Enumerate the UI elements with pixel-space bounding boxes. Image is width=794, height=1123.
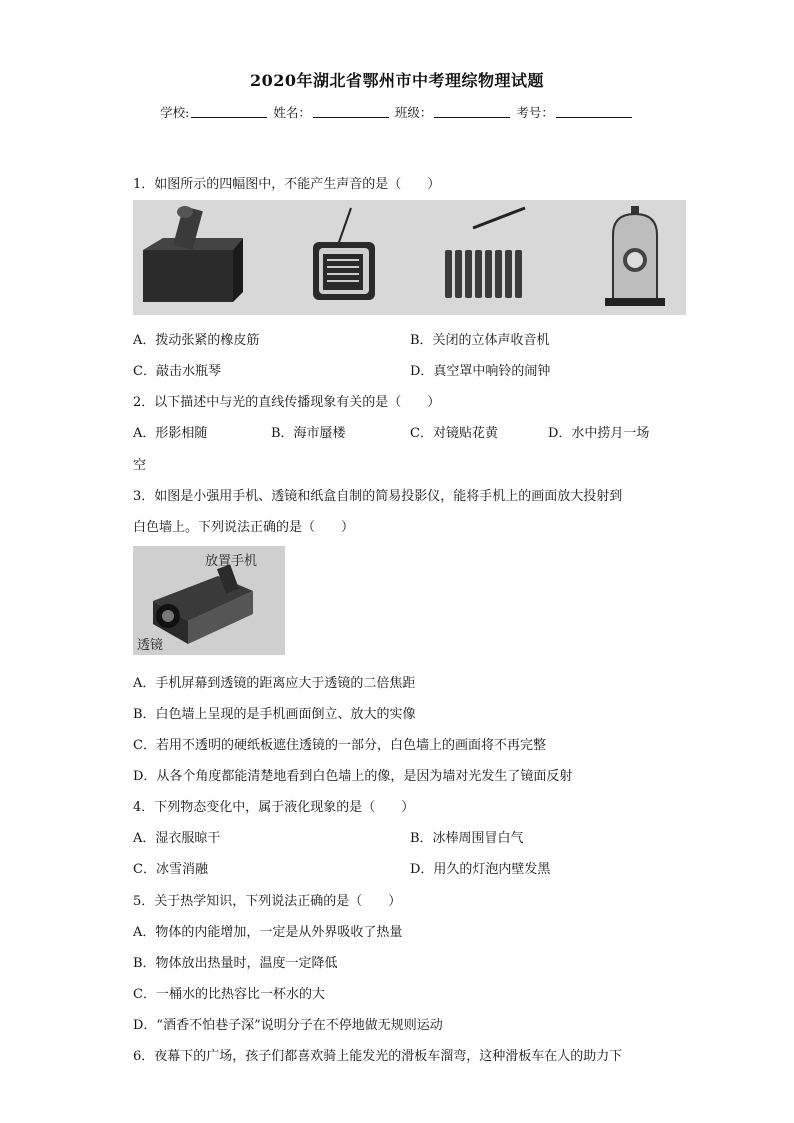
q6-stem: 6．夜幕下的广场，孩子们都喜欢骑上能发光的滑板车溜弯，这种滑板车在人的助力下	[133, 1049, 623, 1064]
class-blank	[434, 105, 510, 118]
q3-option-b: B．白色墙上呈现的是手机画面倒立、放大的实像	[133, 707, 416, 722]
water-bottle-xylophone-illustration	[445, 208, 525, 298]
q5-option-c: C．一桶水的比热容比一杯水的大	[133, 987, 325, 1002]
name-blank	[313, 105, 389, 118]
vacuum-bell-jar-illustration	[605, 206, 665, 306]
q1-option-d: D．真空罩中响铃的闹钟	[410, 364, 551, 379]
q5-option-d: D．“酒香不怕巷子深”说明分子在不停地做无规则运动	[133, 1018, 443, 1033]
place-phone-label: 放置手机	[205, 554, 258, 569]
name-label: 姓名：	[273, 105, 311, 120]
q5-stem: 5．关于热学知识，下列说法正确的是（ ）	[133, 894, 402, 909]
class-label: 班级：	[394, 105, 433, 120]
radio-illustration	[313, 208, 375, 300]
exam-no-label: 考号：	[516, 105, 554, 120]
school-label: 学校:	[160, 105, 190, 120]
q2-option-d-continued: 空	[133, 458, 147, 473]
school-blank	[191, 105, 267, 118]
q4-option-b: B．冰棒周围冒白气	[410, 831, 524, 846]
q2-option-a: A．形影相随	[133, 426, 208, 441]
q3-stem-line1: 3．如图是小强用手机、透镜和纸盒自制的简易投影仪，能将手机上的画面放大投射到	[133, 489, 623, 504]
q2-stem: 2．以下描述中与光的直线传播现象有关的是（ ）	[133, 395, 441, 410]
q2-option-c: C．对镜贴花黄	[410, 426, 498, 441]
student-info-line	[0, 103, 794, 121]
q3-stem-line2: 白色墙上。下列说法正确的是（ ）	[133, 520, 355, 535]
q1-option-b: B．关闭的立体声收音机	[410, 333, 550, 348]
q3-option-a: A．手机屏幕到透镜的距离应大于透镜的二倍焦距	[133, 676, 416, 691]
q1-figure-illustrations	[133, 200, 686, 315]
q3-option-c: C．若用不透明的硬纸板遮住透镜的一部分，白色墙上的画面将不再完整	[133, 738, 546, 753]
exam-no-blank	[556, 105, 632, 118]
lens-label: 透镜	[137, 638, 164, 653]
q4-option-c: C．冰雪消融	[133, 862, 208, 877]
q4-option-a: A．湿衣服晾干	[133, 831, 221, 846]
q4-stem: 4．下列物态变化中，属于液化现象的是（ ）	[133, 800, 415, 815]
q5-option-a: A．物体的内能增加，一定是从外界吸收了热量	[133, 925, 403, 940]
q1-option-c: C．敲击水瓶琴	[133, 364, 221, 379]
q3-projector-figure	[133, 546, 285, 655]
q2-option-d: D．水中捞月一场	[548, 426, 650, 441]
q4-option-d: D．用久的灯泡内壁发黑	[410, 862, 551, 877]
q1-option-a: A．拨动张紧的橡皮筋	[133, 333, 260, 348]
q2-option-b: B．海市蜃楼	[271, 426, 346, 441]
q1-stem: 1．如图所示的四幅图中，不能产生声音的是（ ）	[133, 177, 441, 192]
exam-title: 2020年湖北省鄂州市中考理综物理试题	[249, 71, 545, 90]
q5-option-b: B．物体放出热量时，温度一定降低	[133, 956, 338, 971]
q3-option-d: D．从各个角度都能清楚地看到白色墙上的像，是因为墙对光发生了镜面反射	[133, 769, 573, 784]
q1-figure-strip	[133, 200, 686, 315]
rubber-band-box-illustration	[143, 206, 243, 302]
